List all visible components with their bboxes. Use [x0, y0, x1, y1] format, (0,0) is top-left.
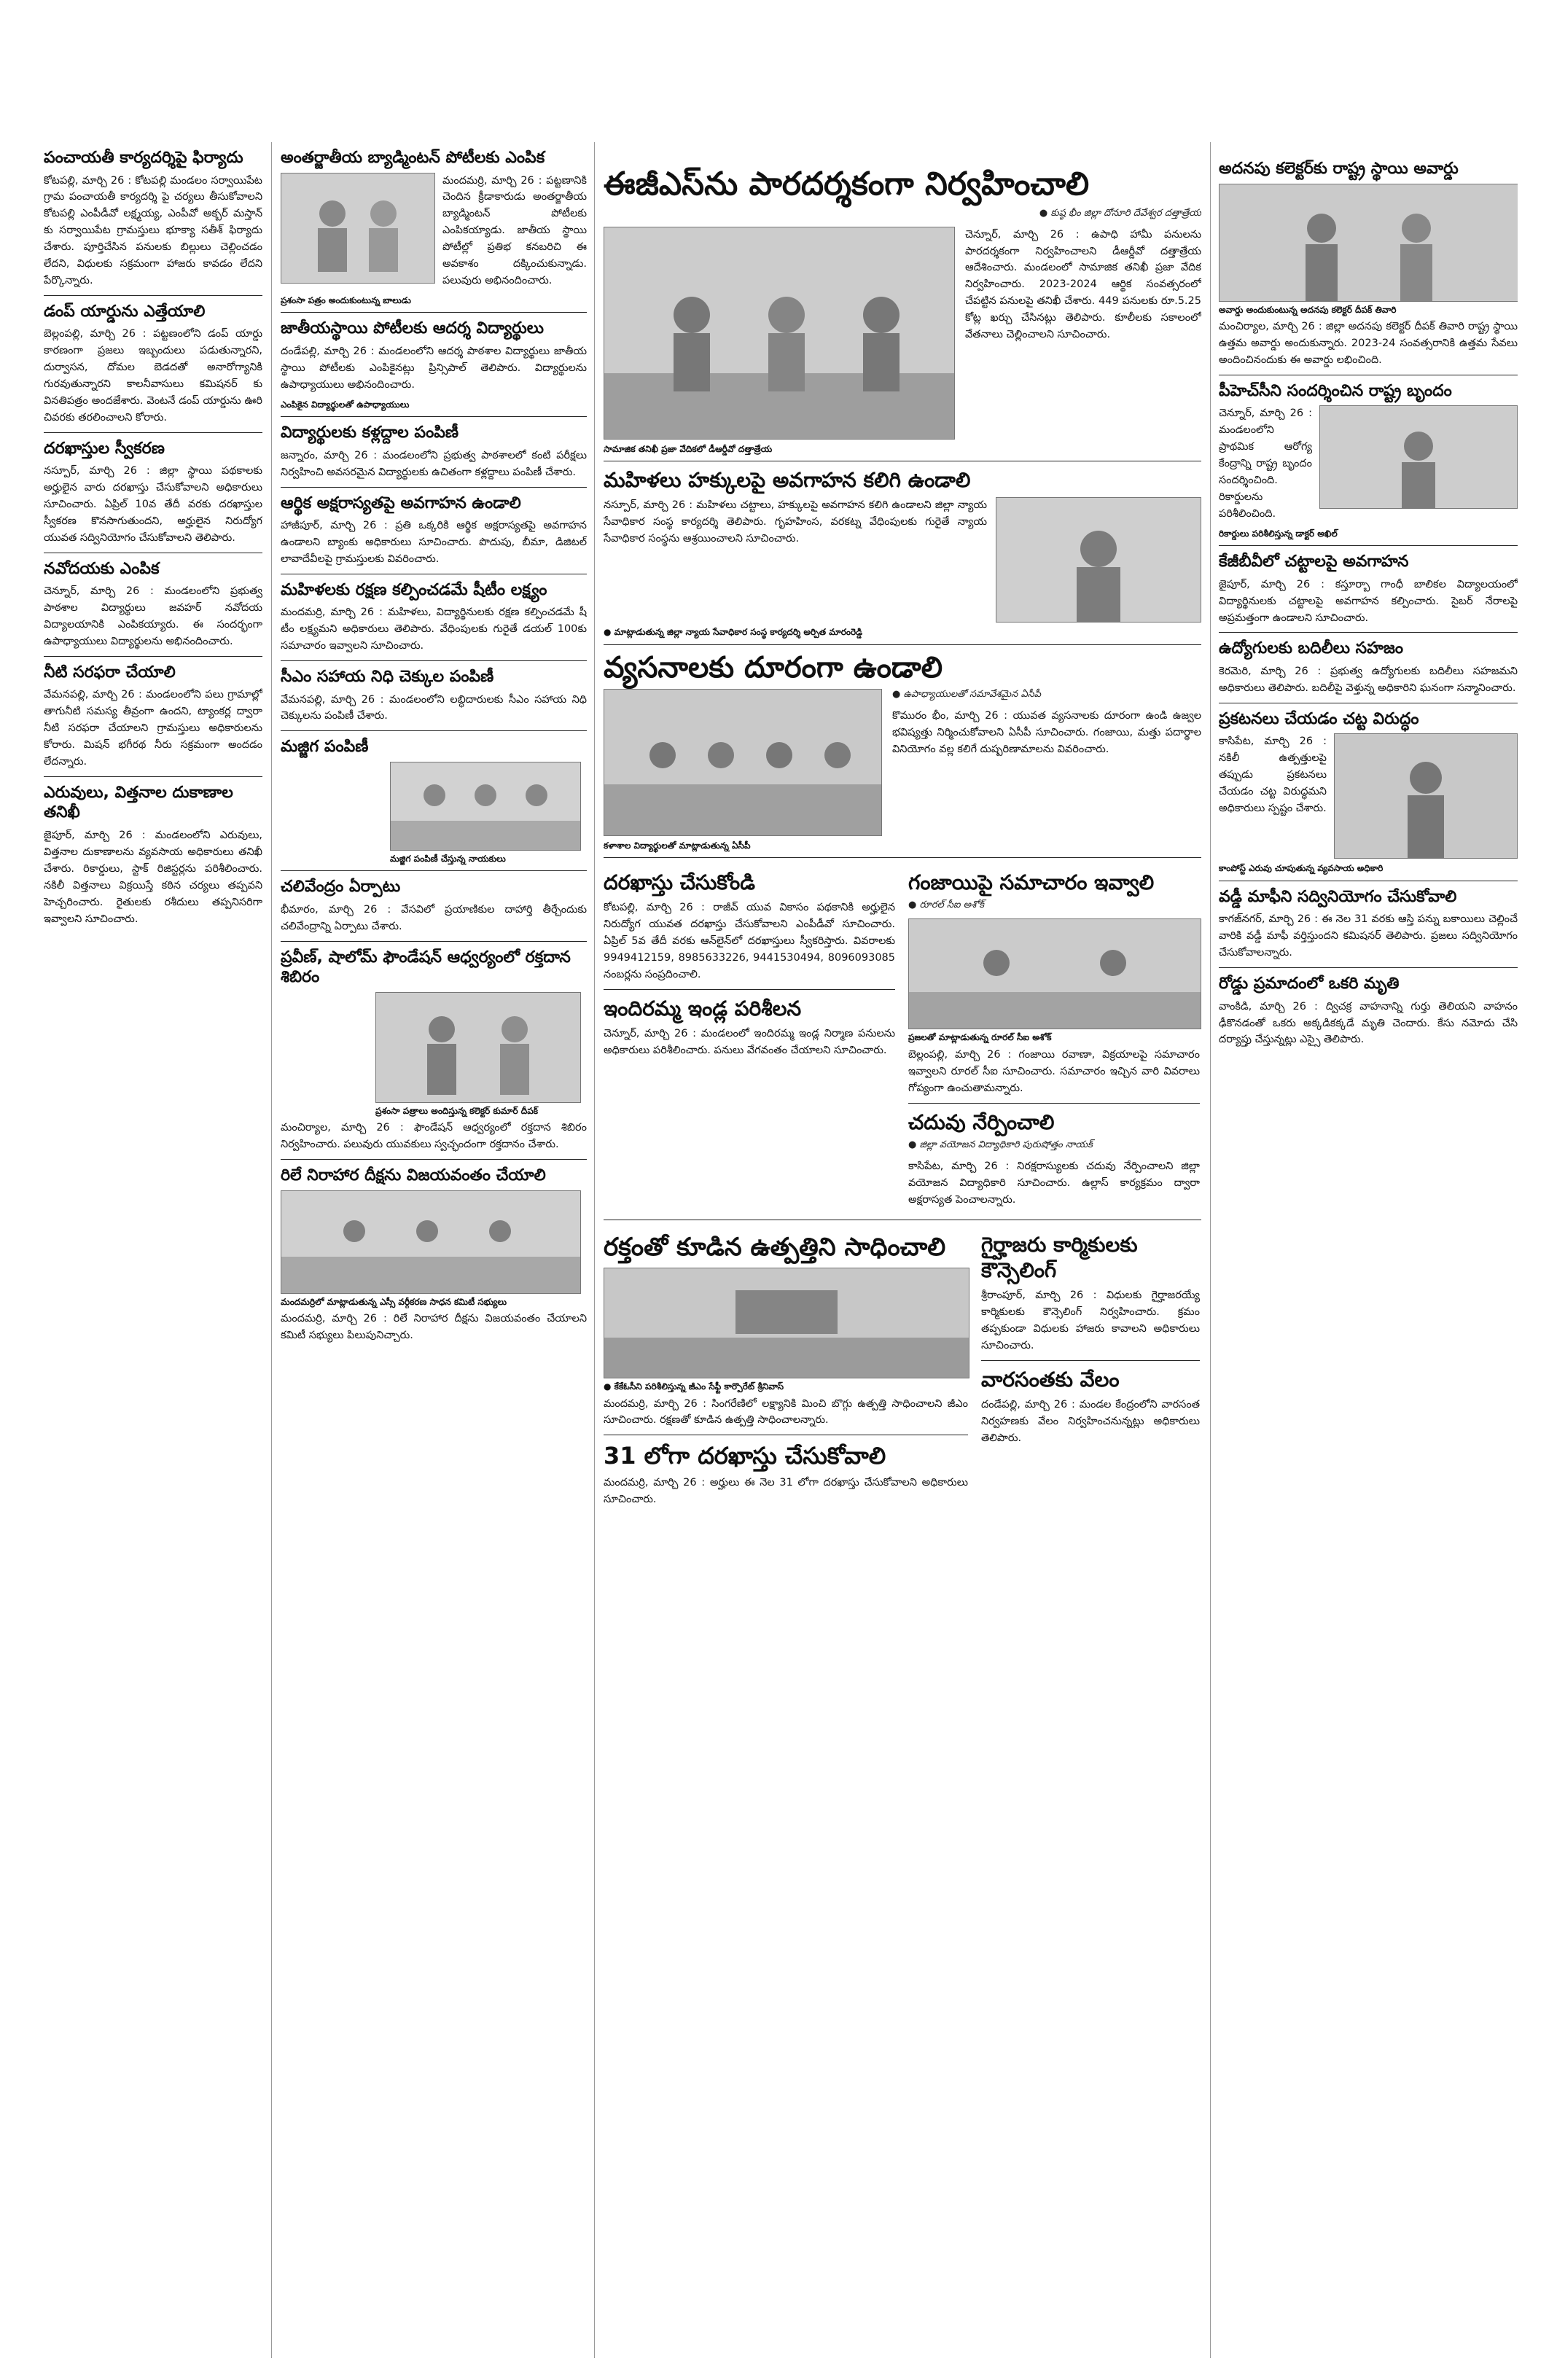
divider: [281, 660, 587, 661]
photo-caption: కాంపోస్ట్ ఎరువు చూపుతున్న వ్యవసాయ అధికారి: [1219, 863, 1384, 874]
article-b4-body: హాజీపూర్, మార్చి 26 : ప్రతి ఒక్కరికి ఆర్థిక అక్షరాస్యతపై అవగాహన ఉండాలని బ్యాంకు అధికారులు సూచించారు. పొదుపు, బీమా, డిజిటల్ లావాదేవీలపై గ్రామస్తులకు వివరించారు.: [281, 520, 587, 565]
column-5: [1219, 153, 1518, 2351]
photo-caption: ● మాట్లాడుతున్న జిల్లా న్యాయ సేవాధికార సంస్థ కార్యదర్శి అర్పిత మారంరెడ్డి: [604, 627, 862, 638]
divider: [281, 416, 587, 417]
article-e3-headline: కేజీబీవీలో చట్టాలపై అవగాహన: [1219, 553, 1409, 571]
divider: [281, 941, 587, 942]
lead-photo: [604, 227, 955, 440]
bottom-left: [604, 1226, 968, 1514]
article-c5-byline: ● రూరల్ సీఐ అశోక్: [908, 900, 985, 911]
photo-caption: సామాజిక తనిఖీ ప్రజా వేదికలో డీఆర్డీవో దత్తాత్రేయ: [604, 443, 773, 454]
article-e6-headline: వడ్డీ మాఫీని సద్వినియోగం చేసుకోవాలి: [1219, 887, 1457, 906]
article-b3-body: జన్నారం, మార్చి 26 : మండలంలోని ప్రభుత్వ పాఠశాలలో కంటి పరీక్షలు నిర్వహించి అవసరమైన విద్యార్థులకు ఉచితంగా కళ్లద్దాలు పంపిణీ చేశారు.: [281, 449, 587, 478]
lead-headline: ఈజీఎస్‌ను పారదర్శకంగా నిర్వహించాలి: [604, 165, 1090, 203]
article-c2-body: నస్పూర్, మార్చి 26 : మహిళలు చట్టాలు, హక్కులపై అవగాహన కలిగి ఉండాలని జిల్లా న్యాయ సేవాధికార సంస్థ కార్యదర్శి తెలిపారు. గృహహింస, వరకట్న వేధింపులకు గురైతే న్యాయ సేవాధికార సంస్థను ఆశ్రయించాలని సూచించారు.: [604, 499, 987, 545]
article-e7-headline: రోడ్డు ప్రమాదంలో ఒకరి మృతి: [1219, 975, 1400, 994]
divider: [281, 1159, 587, 1160]
divider: [1219, 967, 1518, 968]
article-c9-headline: గైర్హాజరు కార్మికులకు కౌన్సెలింగ్: [981, 1233, 1138, 1283]
main-section: [604, 160, 1201, 2351]
article-b1-body: మందమర్రి, మార్చి 26 : పట్టణానికి చెందిన క్రీడాకారుడు అంతర్జాతీయ బ్యాడ్మింటన్ పోటీలకు ఎంపికయ్యాడు. జాతీయ స్థాయి పోటీల్లో ప్రతిభ కనబరిచి ఈ అవకాశం దక్కించుకున్నాడు. పలువురు అభినందించారు.: [442, 174, 587, 286]
photo-caption: ప్రశంసా పత్రం అందుకుంటున్న బాలుడు: [281, 294, 411, 305]
divider: [981, 1360, 1200, 1361]
article-3-headline: దరఖాస్తుల స్వీకరణ: [44, 439, 165, 458]
article-6-headline: ఎరువులు, విత్తనాల దుకాణాల తనిఖీ: [44, 783, 233, 822]
column-rule: [271, 142, 272, 2358]
photo-caption: రికార్డులు పరిశీలిస్తున్న డాక్టర్ అఖిల్: [1219, 528, 1338, 539]
photo-placeholder-icon: [281, 173, 434, 283]
article-c7-headline: చదువు నేర్పించాలి: [908, 1109, 1055, 1134]
news-photo: [908, 918, 1201, 1029]
article-b1-headline: అంతర్జాతీయ బ్యాడ్మింటన్ పోటీలకు ఎంపిక: [281, 149, 545, 167]
article-c8-headline: రక్తంతో కూడిన ఉత్పత్తిని సాధించాలి: [604, 1233, 946, 1263]
photo-placeholder-icon: [1335, 734, 1517, 858]
article-c9-body: శ్రీరాంపూర్, మార్చి 26 : విధులకు గైర్హాజరయ్యే కార్మికులకు కౌన్సెలింగ్ నిర్వహించారు. క్రమం తప్పకుండా విధులకు హాజరు కావాలని అధికారులు సూచించారు.: [981, 1290, 1200, 1352]
photo-placeholder-icon: [1220, 184, 1518, 301]
article-5-body: వేమనపల్లి, మార్చి 26 : మండలంలోని పలు గ్రామాల్లో తాగునీటి సమస్య తీవ్రంగా ఉందని, ట్యాంకర్ల ద్వారా నీటి సరఫరా చేయాలని గ్రామస్తులు అధికారులను కోరారు. మిషన్ భగీరథ నీరు సక్రమంగా అందడం లేదన్నారు.: [44, 689, 262, 768]
photo-caption: అవార్డు అందుకుంటున్న అదనపు కలెక్టర్ దీపక్ తివారి: [1219, 304, 1397, 315]
photo-placeholder-icon: [1320, 406, 1517, 508]
article-1-body: కోటపల్లి, మార్చి 26 : కోటపల్లి మండలం సర్వాయిపేట గ్రామ పంచాయతీ కార్యదర్శి పై చర్యలు తీసుకోవాలని కోటపల్లి ఎంపీడీవో లక్ష్మయ్య, ఎంపీవో అక్బర్ మస్తాన్ కు సర్వాయిపేట గ్రామస్తులు భూక్యా సతీశ్ ఫిర్యాదు చేశారు. పూర్తిచేసిన పనులకు బిల్లులు చెల్లించడం లేదని, విధులకు సక్రమంగా హాజరు కావడం లేదని పేర్కొన్నారు.: [44, 174, 262, 286]
article-c10-body: మందమర్రి, మార్చి 26 : అర్హులు ఈ నెల 31 లోగా దరఖాస్తు చేసుకోవాలని అధికారులు సూచించారు.: [604, 1477, 968, 1506]
lower-left: [604, 864, 895, 1214]
article-e2-headline: పీహెచ్‌సీని సందర్శించిన రాష్ట్ర బృందం: [1219, 381, 1452, 400]
article-c2-headline: మహిళలు హక్కులపై అవగాహన కలిగి ఉండాలి: [604, 468, 971, 493]
lead-byline: ● కుష్ఠ భీం జిల్లా దోనూరి దేవేశ్వర దత్తాత్రేయ: [1039, 207, 1201, 219]
article-e1-body: మంచిర్యాల, మార్చి 26 : జిల్లా అదనపు కలెక్టర్ దీపక్ తివారి రాష్ట్ర స్థాయి ఉత్తమ అవార్డు అందుకున్నారు. 2023-24 సంవత్సరానికి ఉత్తమ సేవలు అందించినందుకు ఈ అవార్డు లభించింది.: [1219, 321, 1518, 366]
divider: [908, 1103, 1200, 1104]
article-2-headline: డంప్ యార్డును ఎత్తేయాలి: [44, 302, 206, 321]
photo-caption: మజ్జిగ పంపిణీ చేస్తున్న నాయకులు: [390, 853, 506, 864]
divider: [44, 295, 262, 296]
article-b10-body: మందమర్రి, మార్చి 26 : రిలే నిరాహార దీక్షను విజయవంతం చేయాలని కమిటీ సభ్యులు పిలుపునిచ్చారు.: [281, 1313, 587, 1342]
divider: [604, 989, 895, 990]
divider: [604, 644, 1201, 645]
article-c10-headline: 31 లోగా దరఖాస్తు చేసుకోవాలి: [604, 1442, 886, 1470]
article-c6-headline: ఇందిరమ్మ ఇండ్ల పరిశీలన: [604, 996, 802, 1021]
article-b5-body: మందమర్రి, మార్చి 26 : మహిళలు, విద్యార్థినులకు రక్షణ కల్పించడమే షీ టీం లక్ష్యమని అధికారులు తెలిపారు. వేధింపులకు గురైతే డయల్ 100కు సమాచారం ఇవ్వాలని సూచించారు.: [281, 606, 587, 652]
article-c11-body: దండేపల్లి, మార్చి 26 : మండల కేంద్రంలోని వారసంత నిర్వహణకు వేలం నిర్వహించనున్నట్లు అధికారులు తెలిపారు.: [981, 1399, 1200, 1444]
news-photo: [1319, 405, 1518, 509]
article-c7-byline: ● జిల్లా వయోజన విద్యాధికారి పురుషోత్తం నాయక్: [908, 1139, 1093, 1150]
article-b9-headline: ప్రవీణ్, షాలోమ్ ఫౌండేషన్ ఆధ్వర్యంలో రక్తదాన శిబిరం: [281, 948, 571, 987]
article-b2-body: దండేపల్లి, మార్చి 26 : మండలంలోని ఆదర్శ పాఠశాల విద్యార్థులు జాతీయ స్థాయి పోటీలకు ఎంపికైనట్లు ప్రిన్సిపాల్ తెలిపారు. విద్యార్థులను ఉపాధ్యాయులు అభినందించారు.: [281, 345, 587, 391]
news-photo: [375, 992, 581, 1103]
article-b4-headline: ఆర్థిక అక్షరాస్యతపై అవగాహన ఉండాలి: [281, 493, 521, 512]
divider: [44, 656, 262, 657]
news-photo: [604, 689, 882, 836]
article-b8-headline: చలివేంద్రం ఏర్పాటు: [281, 878, 401, 897]
column-1: [44, 142, 262, 2351]
photo-placeholder-icon: [604, 690, 881, 835]
news-photo: [604, 1268, 969, 1378]
article-e2-body: చెన్నూర్, మార్చి 26 : మండలంలోని ప్రాథమిక ఆరోగ్య కేంద్రాన్ని రాష్ట్ర బృందం సందర్శించింది. రికార్డులను పరిశీలించింది.: [1219, 407, 1312, 520]
photo-placeholder-icon: [604, 1268, 969, 1378]
article-e4-headline: ఉద్యోగులకు బదిలీలు సహజం: [1219, 639, 1404, 658]
photo-caption: ప్రజలతో మాట్లాడుతున్న రూరల్ సీఐ అశోక్: [908, 1032, 1052, 1043]
article-e5-body: కాసిపేట, మార్చి 26 : నకిలీ ఉత్పత్తులపై తప్పుడు ప్రకటనలు చేయడం చట్ట విరుద్ధమని అధికారులు స్పష్టం చేశారు.: [1219, 736, 1327, 814]
article-e3-body: జైపూర్, మార్చి 26 : కస్తూర్బా గాంధీ బాలికల విద్యాలయంలో విద్యార్థినులకు చట్టాలపై అవగాహన కల్పించారు. సైబర్ నేరాలపై అప్రమత్తంగా ఉండాలని సూచించారు.: [1219, 578, 1518, 624]
article-c3-headline: వ్యసనాలకు దూరంగా ఉండాలి: [604, 650, 943, 684]
article-2-body: బెల్లంపల్లి, మార్చి 26 : పట్టణంలోని డంప్ యార్డు కారణంగా ప్రజలు ఇబ్బందులు పడుతున్నారని, దుర్వాసన, దోమల బెడదతో అనారోగ్యానికి గురవుతున్నారని కాలనీవాసులు కమిషనర్ కు వినతిపత్రం అందజేశారు. వెంటనే డంప్ యార్డును ఊరి చివరకు తరలించాలని కోరారు.: [44, 328, 262, 424]
news-photo: [281, 1190, 581, 1294]
photo-caption: కళాశాల విద్యార్థులతో మాట్లాడుతున్న ఏసీపీ: [604, 840, 751, 851]
photo-placeholder-icon: [391, 762, 580, 850]
article-4-body: చెన్నూర్, మార్చి 26 : మండలంలోని ప్రభుత్వ పాఠశాల విద్యార్థులు జవహర్ నవోదయ విద్యాలయానికి ఎంపికయ్యారు. ఈ సందర్భంగా ఉపాధ్యాయులు విద్యార్థులను అభినందించారు.: [44, 585, 262, 648]
news-photo: [390, 762, 581, 851]
photo-placeholder-icon: [376, 993, 580, 1102]
article-b2-headline: జాతీయస్థాయి పోటీలకు ఆదర్శ విద్యార్థులు: [281, 319, 545, 338]
article-c5-body: బెల్లంపల్లి, మార్చి 26 : గంజాయి రవాణా, విక్రయాలపై సమాచారం ఇవ్వాలని రూరల్ సీఐ సూచించారు. సమాచారం ఇచ్చిన వారి వివరాలు గోప్యంగా ఉంచుతామన్నారు.: [908, 1048, 1200, 1094]
divider: [281, 870, 587, 871]
article-1-headline: పంచాయతీ కార్యదర్శిపై ఫిర్యాదు: [44, 149, 243, 167]
divider: [1219, 632, 1518, 633]
article-e5-headline: ప్రకటనలు చేయడం చట్ట విరుద్ధం: [1219, 709, 1419, 728]
divider: [44, 776, 262, 777]
article-4-headline: నవోదయకు ఎంపిక: [44, 559, 160, 578]
column-rule: [1210, 142, 1211, 2358]
article-b6-body: వేమనపల్లి, మార్చి 26 : మండలంలోని లబ్ధిదారులకు సీఎం సహాయ నిధి చెక్కులను పంపిణీ చేశారు.: [281, 693, 587, 722]
article-c3-body: కొమురం భీం, మార్చి 26 : యువత వ్యసనాలకు దూరంగా ఉండి ఉజ్వల భవిష్యత్తు నిర్మించుకోవాలని ఏసీపీ సూచించారు. గంజాయి, మత్తు పదార్థాల వినియోగం వల్ల కలిగే దుష్పరిణామాలను వివరించారు.: [892, 709, 1201, 755]
article-c11-headline: వారసంతకు వేలం: [981, 1367, 1120, 1392]
divider: [604, 857, 1201, 858]
divider: [281, 312, 587, 313]
bottom-right: [981, 1226, 1200, 1514]
article-e4-body: కెరమెరి, మార్చి 26 : ప్రభుత్వ ఉద్యోగులకు బదిలీలు సహజమని అధికారులు తెలిపారు. బదిలీపై వెళ్తున్న అధికారిని ఘనంగా సన్మానించారు.: [1219, 665, 1518, 694]
photo-placeholder-icon: [604, 227, 954, 439]
article-3-body: నస్పూర్, మార్చి 26 : జిల్లా స్థాయి పథకాలకు అర్హులైన వారు దరఖాస్తు చేసుకోవాలని అధికారులు సూచించారు. ఏప్రిల్ 10వ తేదీ వరకు దరఖాస్తుల స్వీకరణ కొనసాగుతుందని, అర్హులైన నిరుద్యోగ యువత సద్వినియోగం చేసుకోవాలని తెలిపారు.: [44, 465, 262, 544]
article-c8-body: మందమర్రి, మార్చి 26 : సింగరేణిలో లక్ష్యానికి మించి బొగ్గు ఉత్పత్తి సాధించాలని జీఎం సూచించారు. రక్షణతో కూడిన ఉత్పత్తి సాధించాలన్నారు.: [604, 1397, 968, 1427]
divider: [281, 487, 587, 488]
photo-caption: మందమర్రిలో మాట్లాడుతున్న ఎస్సీ వర్గీకరణ సాధన కమిటీ సభ్యులు: [281, 1296, 507, 1307]
news-photo: [281, 173, 435, 284]
photo-caption: ● కేకేఓసీని పరిశీలిస్తున్న జీఎం సేఫ్టీ కార్పొరేట్ శ్రీనివాస్: [604, 1381, 784, 1392]
photo-placeholder-icon: [281, 1191, 580, 1293]
column-rule: [594, 142, 595, 2358]
article-6-body: జైపూర్, మార్చి 26 : మండలంలోని ఎరువులు, విత్తనాల దుకాణాలను వ్యవసాయ అధికారులు తనిఖీ చేశారు. రికార్డులు, స్టాక్ రిజిస్టర్లను పరిశీలించారు. నకిలీ విత్తనాలు విక్రయిస్తే కఠిన చర్యలు తప్పవని హెచ్చరించారు. రైతులకు రశీదులు తప్పనిసరిగా ఇవ్వాలని సూచించారు.: [44, 829, 262, 925]
article-b3-headline: విద్యార్థులకు కళ్లద్దాల పంపిణీ: [281, 424, 459, 442]
news-photo: [1219, 184, 1518, 302]
article-b9-body: మంచిర్యాల, మార్చి 26 : ఫౌండేషన్ ఆధ్వర్యంలో రక్తదాన శిబిరం నిర్వహించారు. పలువురు యువకులు స్వచ్ఛందంగా రక్తదానం చేశారు.: [281, 1122, 587, 1151]
article-c4-body: కోటపల్లి, మార్చి 26 : రాజీవ్ యువ వికాసం పథకానికి అర్హులైన నిరుద్యోగ యువత దరఖాస్తు చేసుకోవాలని ఎంపీడీవో సూచించారు. ఏప్రిల్ 5వ తేదీ వరకు ఆన్‌లైన్‌లో దరఖాస్తులు స్వీకరిస్తారు. వివరాలకు 9949412159, 8985633226, 9441530494, 8096093085 నంబర్లను సంప్రదించాలి.: [604, 902, 895, 980]
photo-placeholder-icon: [909, 919, 1201, 1029]
article-e6-body: కాగజ్‌నగర్, మార్చి 26 : ఈ నెల 31 వరకు ఆస్తి పన్ను బకాయిలు చెల్లించే వారికి వడ్డీ మాఫీ వర్తిస్తుందని కమిషనర్ తెలిపారు. ప్రజలు సద్వినియోగం చేసుకోవాలన్నారు.: [1219, 913, 1518, 959]
article-c6-body: చెన్నూర్, మార్చి 26 : మండలంలో ఇందిరమ్మ ఇండ్ల నిర్మాణ పనులను అధికారులు పరిశీలించారు. పనులు వేగవంతం చేయాలని సూచించారు.: [604, 1027, 895, 1056]
news-photo: [1334, 733, 1518, 859]
article-b10-headline: రిలే నిరాహార దీక్షను విజయవంతం చేయాలి: [281, 1166, 546, 1185]
article-b8-body: భీమారం, మార్చి 26 : వేసవిలో ప్రయాణికుల దాహార్తి తీర్చేందుకు చలివేంద్రాన్ని ఏర్పాటు చేశారు.: [281, 903, 587, 932]
article-c5-headline: గంజాయిపై సమాచారం ఇవ్వాలి: [908, 870, 1155, 895]
article-c4-headline: దరఖాస్తు చేసుకోండి: [604, 870, 755, 895]
photo-caption: ప్రశంసా పత్రాలు అందిస్తున్న కలెక్టర్ కుమార్ దీపక్: [375, 1105, 539, 1116]
divider: [1219, 545, 1518, 546]
lower-right: [908, 864, 1200, 1214]
lower-row: [604, 864, 1201, 1214]
news-photo: [996, 497, 1201, 623]
photo-caption: ఎంపికైన విద్యార్థులతో ఉపాధ్యాయులు: [281, 399, 410, 410]
divider: [281, 730, 587, 731]
bottom-row: [604, 1226, 1201, 1514]
article-b6-headline: సీఎం సహాయ నిధి చెక్కుల పంపిణీ: [281, 668, 494, 686]
article-5-headline: నీటి సరఫరా చేయాలి: [44, 663, 176, 682]
article-b5-headline: మహిళలకు రక్షణ కల్పించడమే షీటీం లక్ష్యం: [281, 580, 547, 599]
column-2: [281, 142, 587, 2351]
article-c7-body: కాసిపేట, మార్చి 26 : నిరక్షరాస్యులకు చదువు నేర్పించాలని జిల్లా వయోజన విద్యాధికారి సూచించారు. ఉల్లాస్ కార్యక్రమం ద్వారా అక్షరాస్యత పెంచాలన్నారు.: [908, 1160, 1200, 1206]
lead-body: చెన్నూర్, మార్చి 26 : ఉపాధి హామీ పనులను పారదర్శకంగా నిర్వహించాలని డీఆర్డీవో దత్తాత్రేయ ఆదేశించారు. మండలంలో సామాజిక తనిఖీ ప్రజా వేదిక నిర్వహించారు. 2023-2024 ఆర్థిక సంవత్సరంలో చేపట్టిన పనులపై తనిఖీ చేశారు. 449 పనులకు రూ.5.25 కోట్ల ఖర్చు చేసినట్లు తెలిపారు. కూలీలకు సకాలంలో వేతనాలు చెల్లించాలని సూచించారు.: [965, 228, 1201, 341]
divider: [44, 432, 262, 433]
article-e7-body: వాంకిడి, మార్చి 26 : ద్విచక్ర వాహనాన్ని గుర్తు తెలియని వాహనం ఢీకొనడంతో ఒకరు అక్కడికక్కడే మృతి చెందారు. కేసు నమోదు చేసి దర్యాప్తు చేస్తున్నట్లు ఎస్సై తెలిపారు.: [1219, 1000, 1518, 1046]
article-b7-headline: మజ్జిగ పంపిణీ: [281, 738, 369, 757]
article-c3-byline: ● ఉపాధ్యాయులతో సమావేశమైన ఏసీపీ: [892, 688, 1042, 700]
photo-placeholder-icon: [996, 498, 1201, 622]
article-e1-headline: అదనపు కలెక్టర్‌కు రాష్ట్ర స్థాయి అవార్డు: [1219, 160, 1459, 178]
